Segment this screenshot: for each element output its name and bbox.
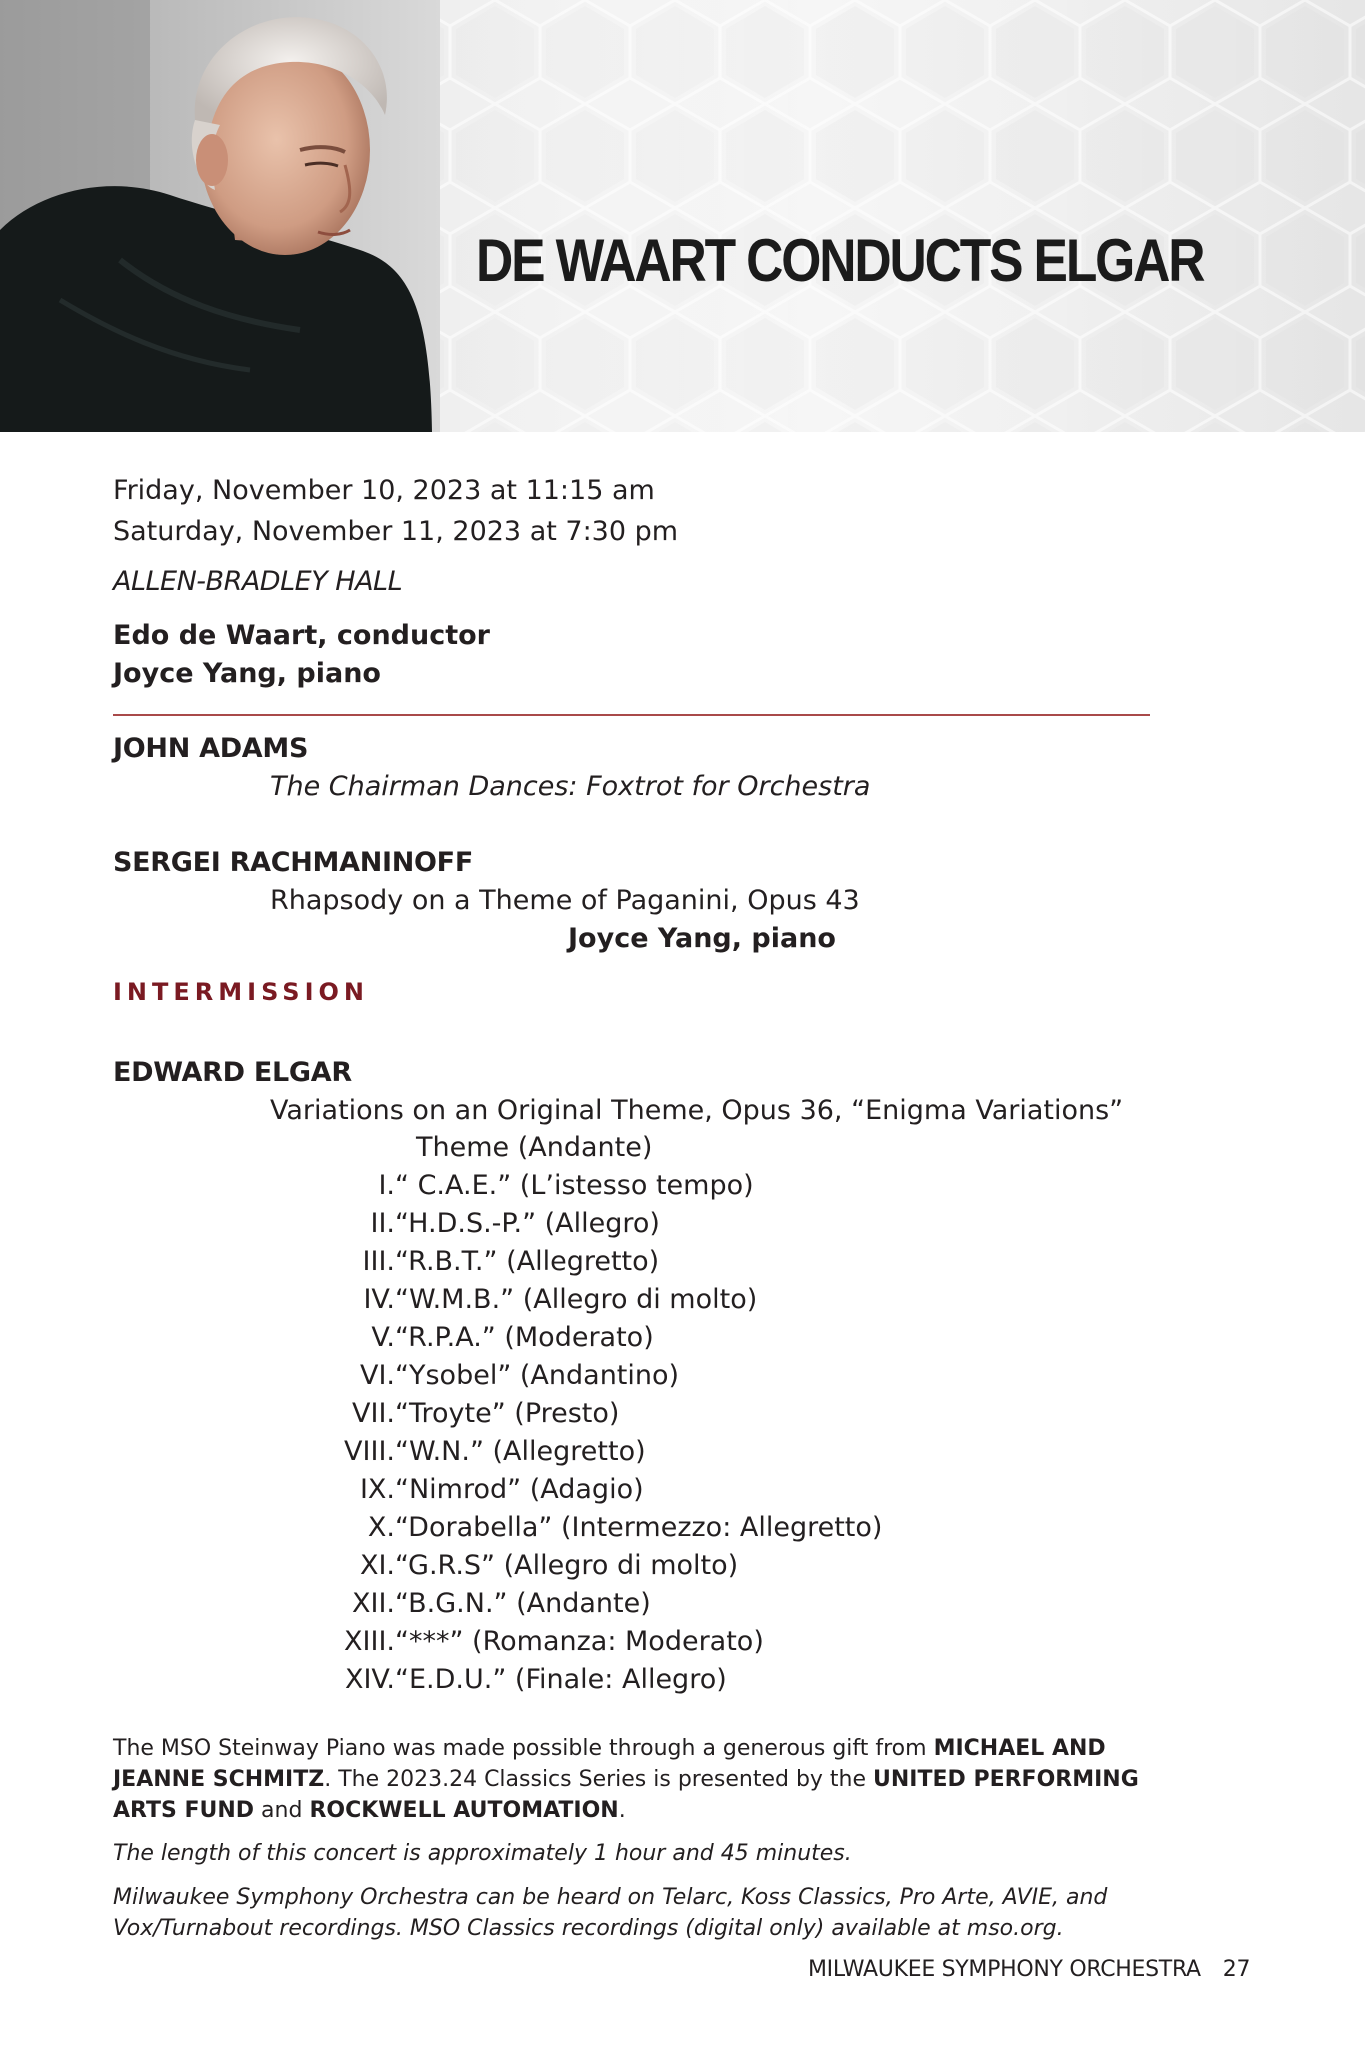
movement-text: “B.G.N.” (Andante) bbox=[395, 1588, 651, 1619]
movement-text: Theme (Andante) bbox=[416, 1132, 653, 1163]
movement-number: IX. bbox=[359, 1474, 395, 1505]
movement-item bbox=[270, 1585, 970, 1623]
movement-item bbox=[270, 1205, 970, 1243]
movement-item bbox=[270, 1509, 970, 1547]
movement-number: IV. bbox=[363, 1284, 395, 1315]
movement-number: XI. bbox=[359, 1550, 395, 1581]
movement-number: II. bbox=[370, 1208, 395, 1239]
footer-org-name: MILWAUKEE SYMPHONY ORCHESTRA bbox=[808, 1957, 1201, 1982]
movement-number: XII. bbox=[351, 1588, 395, 1619]
page-title: DE WAART CONDUCTS ELGAR bbox=[476, 227, 1204, 294]
movement-item bbox=[270, 1167, 970, 1205]
sponsor-note bbox=[113, 1733, 1173, 1826]
work-rhapsody: Rhapsody on a Theme of Paganini, Opus 43 bbox=[270, 885, 860, 916]
movement-text: “Nimrod” (Adagio) bbox=[395, 1474, 644, 1505]
movement-number: V. bbox=[371, 1322, 395, 1353]
date-line-2: Saturday, November 11, 2023 at 7:30 pm bbox=[113, 516, 679, 547]
movement-item bbox=[270, 1243, 970, 1281]
movement-text: “W.N.” (Allegretto) bbox=[395, 1436, 646, 1467]
movement-text: “R.B.T.” (Allegretto) bbox=[395, 1246, 660, 1277]
movement-text: “ C.A.E.” (L’istesso tempo) bbox=[395, 1170, 754, 1201]
movement-number: XIV. bbox=[344, 1664, 395, 1695]
work-chairman-dances: The Chairman Dances: Foxtrot for Orchestra bbox=[270, 771, 871, 802]
performance-dates bbox=[113, 470, 678, 552]
venue: ALLEN-BRADLEY HALL bbox=[113, 566, 403, 597]
movement-text: “***” (Romanza: Moderato) bbox=[395, 1626, 764, 1657]
work-soloist: Joyce Yang, piano bbox=[568, 923, 836, 954]
concert-length-note: The length of this concert is approximately 1 hour and 45 minutes. bbox=[113, 1841, 852, 1866]
movement-number: XIII. bbox=[344, 1626, 395, 1657]
hero-banner bbox=[0, 0, 1365, 432]
conductor: Edo de Waart, conductor bbox=[113, 620, 490, 651]
movement-item bbox=[270, 1661, 970, 1699]
composer-adams: JOHN ADAMS bbox=[113, 733, 309, 764]
movement-item bbox=[270, 1433, 970, 1471]
movement-number: VII. bbox=[352, 1398, 395, 1429]
movement-text: “Dorabella” (Intermezzo: Allegretto) bbox=[395, 1512, 883, 1543]
performers bbox=[113, 617, 490, 693]
soloist-piano: Joyce Yang, piano bbox=[113, 658, 381, 689]
sponsor-name-schmitz: MICHAEL AND JEANNE SCHMITZ bbox=[113, 1736, 1106, 1792]
movement-number: VI. bbox=[359, 1360, 395, 1391]
movement-list bbox=[270, 1129, 970, 1699]
movement-item bbox=[270, 1129, 970, 1167]
movement-text: “G.R.S” (Allegro di molto) bbox=[395, 1550, 739, 1581]
sponsor-name-rockwell: ROCKWELL AUTOMATION bbox=[309, 1798, 619, 1823]
movement-item bbox=[270, 1319, 970, 1357]
movement-item bbox=[270, 1281, 970, 1319]
sponsor-text-2: . The 2023.24 Classics Series is presented by the bbox=[324, 1767, 874, 1792]
movement-text: “Troyte” (Presto) bbox=[395, 1398, 620, 1429]
movement-text: “E.D.U.” (Finale: Allegro) bbox=[395, 1664, 727, 1695]
sponsor-text-4: . bbox=[618, 1798, 626, 1823]
movement-text: “W.M.B.” (Allegro di molto) bbox=[395, 1284, 758, 1315]
movement-text: “Ysobel” (Andantino) bbox=[395, 1360, 680, 1391]
work-enigma-variations: Variations on an Original Theme, Opus 36, “Enigma Variations” bbox=[270, 1095, 1124, 1126]
movement-item bbox=[270, 1357, 970, 1395]
movement-text: “H.D.S.-P.” (Allegro) bbox=[395, 1208, 660, 1239]
page-footer bbox=[808, 1957, 1250, 1982]
sponsor-text-3: and bbox=[254, 1798, 310, 1823]
movement-item bbox=[270, 1471, 970, 1509]
movement-number: VIII. bbox=[344, 1436, 395, 1467]
composer-elgar: EDWARD ELGAR bbox=[113, 1057, 352, 1088]
movement-text: “R.P.A.” (Moderato) bbox=[395, 1322, 654, 1353]
movement-item bbox=[270, 1547, 970, 1585]
conductor-portrait-image bbox=[0, 0, 440, 432]
page-number: 27 bbox=[1222, 1957, 1251, 1982]
movement-item bbox=[270, 1623, 970, 1661]
divider-line bbox=[113, 714, 1150, 716]
composer-rachmaninoff: SERGEI RACHMANINOFF bbox=[113, 847, 473, 878]
sponsor-name-upaf: UNITED PERFORMING ARTS FUND bbox=[113, 1767, 1139, 1823]
movement-item bbox=[270, 1395, 970, 1433]
sponsor-text-1: The MSO Steinway Piano was made possible through a generous gift from bbox=[113, 1736, 934, 1761]
date-line-1: Friday, November 10, 2023 at 11:15 am bbox=[113, 475, 655, 506]
movement-number: X. bbox=[367, 1512, 395, 1543]
recordings-note: Milwaukee Symphony Orchestra can be heard on Telarc, Koss Classics, Pro Arte, AVIE, and Vox/Turnabout recordings. MSO Classics recordings (digital only) available at mso.org. bbox=[113, 1885, 1108, 1941]
movement-number: III. bbox=[362, 1246, 395, 1277]
movement-number: I. bbox=[378, 1170, 395, 1201]
intermission-label: INTERMISSION bbox=[113, 978, 369, 1006]
